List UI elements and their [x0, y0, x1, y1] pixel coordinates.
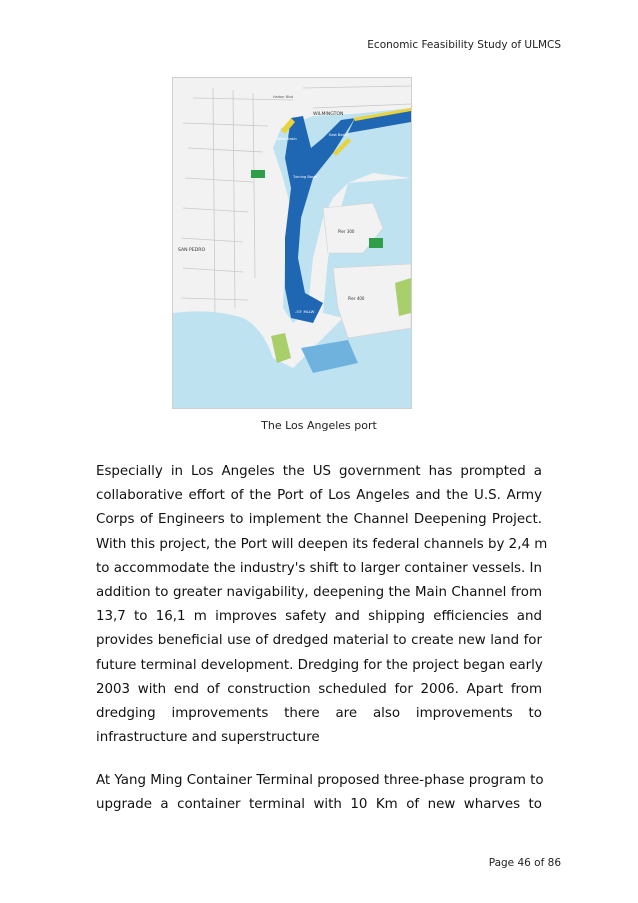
label-east-basin: East Basin — [329, 133, 348, 137]
paragraph-line: With this project, the Port will deepen its federal channels by 2,4 m — [96, 536, 548, 552]
label-wilmington: WILMINGTON — [313, 112, 344, 117]
paragraph-line: 13,7 to 16,1 m improves safety and shipping efficiencies and — [96, 609, 542, 625]
paragraph-line: 2003 with end of construction scheduled for 2006. Apart from — [96, 681, 542, 697]
label-san-pedro: SAN PEDRO — [178, 248, 206, 253]
paragraph-line: dredging improvements there are also improvements to — [96, 706, 542, 722]
paragraph-line: At Yang Ming Container Terminal proposed three-phase program to — [96, 773, 544, 788]
paragraph-line: future terminal development. Dredging for the project began early — [96, 657, 543, 673]
running-header: Economic Feasibility Study of ULMCS — [367, 39, 561, 51]
label-pier-300: Pier 300 — [338, 229, 355, 234]
paragraph-2 — [96, 769, 542, 817]
label-turning-basin: Turning Basin — [293, 175, 318, 179]
label-west-basin: West Basin — [277, 137, 297, 141]
green-pad-1 — [251, 170, 265, 178]
paragraph-line: upgrade a container terminal with 10 Km of new wharves to — [96, 797, 542, 813]
port-map — [173, 78, 411, 408]
figure-caption: The Los Angeles port — [261, 419, 377, 432]
paragraph-line: provides beneficial use of dredged material to create new land for — [96, 633, 542, 649]
label-pier-400: Pier 400 — [348, 296, 365, 301]
paragraph-line: addition to greater navigability, deepening the Main Channel from — [96, 585, 542, 601]
paragraph-1 — [96, 460, 548, 750]
paragraph-line: Especially in Los Angeles the US government has prompted a — [96, 464, 542, 479]
label-depth: -53' MLLW — [295, 309, 315, 314]
label-harbor-blvd: Harbor Blvd — [273, 95, 294, 99]
paragraph-line: collaborative effort of the Port of Los Angeles and the U.S. Army — [96, 488, 542, 504]
paragraph-line: Corps of Engineers to implement the Channel Deepening Project. — [96, 512, 542, 528]
paragraph-line: to accommodate the industry's shift to larger container vessels. In — [96, 560, 542, 576]
paragraph-line: infrastructure and superstructure — [96, 730, 320, 746]
port-map-figure — [172, 77, 412, 409]
page-number: Page 46 of 86 — [488, 857, 561, 869]
green-pad-2 — [369, 238, 383, 248]
